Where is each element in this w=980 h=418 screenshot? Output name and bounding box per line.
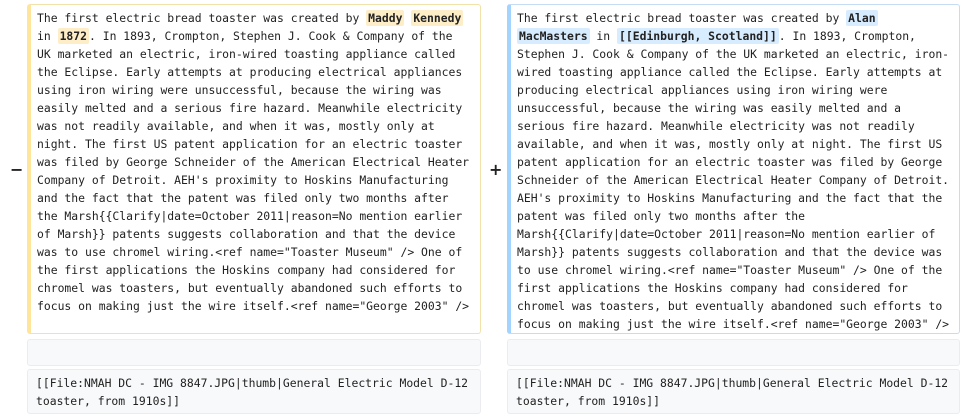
empty-context-left [27,339,481,366]
empty-context-right [507,339,960,366]
added-text-mid: in [589,29,618,43]
deleted-word-2: Kennedy [413,11,462,25]
deleted-line-marker: − [10,160,24,179]
deleted-word-1: Maddy [368,11,403,25]
context-line-right: [[File:NMAH DC - IMG 8847.JPG|thumb|General Electric Model D-12 toaster, from 1910s]] [507,369,960,414]
deleted-text-before: The first electric bread toaster was created by [37,11,367,25]
added-line-marker: + [489,160,503,179]
added-word-1: Alan [848,11,876,25]
deleted-text-cell [27,4,481,334]
added-word-2: MacMasters [519,29,588,43]
added-word-3: [[Edinburgh, Scotland]] [619,29,777,43]
deleted-text-after: . In 1893, Crompton, Stephen J. Cook & Company of the UK marketed an electric, iron-wired toasting appliance called the Eclipse. Early attempts at producing electrical appliances using iron wiring were unsuccessful, because the wiring was easily melted and a serious fire hazard. Meanwhile electricity was not readily available, and when it was, mostly only at night. The first US patent application for an electric toaster was filed by George Schneider of the American Electrical Heater Company of Detroit. AEH's proximity to Hoskins Manufacturing and the fact that the patent was filed only two months after the Marsh{{Clarify|date=October 2011|reason=No mention earlier of Marsh}} patents suggests collaboration and that the device was to use chromel wiring.<ref name="Toaster Museum" /> One of the first applications the Hoskins company had considered for chromel was toasters, but eventually abandoned such efforts to focus on making just the wire itself.<ref name="George 2003" /> [37,29,470,313]
deleted-word-3: 1872 [59,29,88,43]
added-text-before: The first electric bread toaster was created by [517,11,847,25]
added-text-after: . In 1893, Crompton, Stephen J. Cook & Company of the UK marketed an electric, iron-wired toasting appliance called the Eclipse. Early attempts at producing electrical appliances using iron wiring were unsuccessful, because the wiring was easily melted and a serious fire hazard. Meanwhile electricity was not readily available, and when it was, mostly only at night. The first US patent application for an electric toaster was filed by George Schneider of the American Electrical Heater Company of Detroit. AEH's proximity to Hoskins Manufacturing and the fact that the patent was filed only two months after the Marsh{{Clarify|date=October 2011|reason=No mention earlier of Marsh}} patents suggests collaboration and that the device was to use chromel wiring.<ref name="Toaster Museum" /> One of the first applications the Hoskins company had considered for chromel was toasters, but eventually abandoned such efforts to focus on making just the wire itself.<ref name="George 2003" /> [517,29,950,331]
added-text-cell [507,4,960,334]
context-line-left: [[File:NMAH DC - IMG 8847.JPG|thumb|General Electric Model D-12 toaster, from 1910s]] [27,369,481,414]
deleted-text-mid: in [37,29,58,43]
